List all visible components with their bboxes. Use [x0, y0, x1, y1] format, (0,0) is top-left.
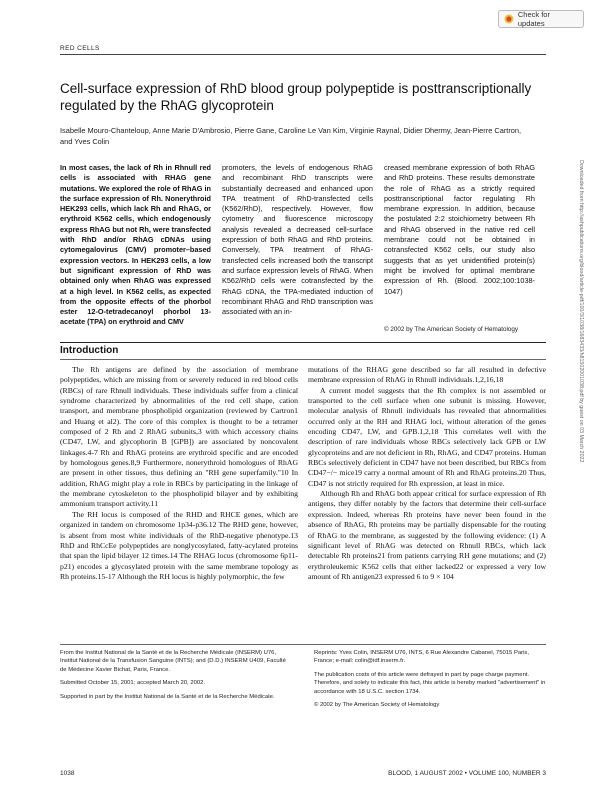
support-note: Supported in part by the Institut National de la Santé et de la Recherche Médicale.: [60, 693, 275, 700]
copyright-note: © 2002 by The American Society of Hematology: [314, 702, 440, 709]
page-number: 1038: [60, 770, 75, 777]
footnotes-right: [314, 649, 546, 714]
section-divider-thin: [60, 359, 546, 360]
check-for-updates-label: Check for updates: [517, 10, 550, 28]
body-column-right: [308, 365, 546, 582]
body-paragraph: The RH locus is composed of the RHD and RHCE genes, which are organized in tandem on chromosome 1p34-p36.12 The RHD gene, however, is absent from most white individuals of the RhD-negative phenotype.13 RhD and RhCcEe polypeptides are nonglycosylated, fatty-acylated proteins that span the lipid bilayer 12 times.14 The RHAG locus (chromosome 6p11-p21) encodes a glycosylated protein with the same membrane topology as Rh proteins.15-17 Although the RH locus is highly polymorphic, the few: [60, 509, 298, 581]
footnotes-left: [60, 649, 292, 706]
abstract-column-1: In most cases, the lack of Rh in Rhnull red cells is associated with RHAG gene mutations. We explored the role of RhAG in the surface expression of Rh. Nonerythroid HEK293 cells, which lack Rh and RhAG, or erythroid K562 cells, which endogenously express RhAG but not Rh, were transfected with RhD and/or RhAG cDNAs using cytomegalovirus (CMV) promoter–based expression vectors. In HEK293 cells, a low but significant expression of RhD was obtained only when RhAG was expressed at a high level. In K562 cells, as expected from the opposite effects of the phorbol ester 12-O-tetradecanoyl phorbol 13-acetate (TPA) on erythroid and CMV: [60, 163, 211, 327]
publication-costs-note: The publication costs of this article were defrayed in part by page charge payment. Therefore, and solely to indicate this fact, this article is hereby marked "advertisement" in accordance with 18 U.S.C. section 1734.: [314, 671, 546, 695]
check-updates-icon: [504, 14, 514, 24]
body-paragraph: A current model suggests that the Rh complex is not assembled or transported to the cell surface when one subunit is missing. However, molecular analysis of Rhnull individuals has revealed that abnormalities occurred only at the RH and RHAG loci, without alteration of the genes encoding CD47, LW, and GPB.1,2,18 This correlates well with the description of rare individuals whose RBCs selectively lack GPB or LW glycoproteins and are not deficient in Rh, RhAG, and CD47 proteins. Human RBCs selectively deficient in CD47 have not been described, but RBCs from CD47−/− mice19 carry a normal amount of Rh and RhAG proteins.20 Thus, CD47 is not strictly required for Rh expression, at least in mice.: [308, 385, 546, 488]
abstract-copyright: © 2002 by The American Society of Hematology: [384, 326, 519, 333]
footnote-divider: [60, 644, 546, 645]
body-paragraph: Although Rh and RhAG both appear critical for surface expression of Rh antigens, they differ notably by the factors that determine their cell-surface expression. Indeed, whereas Rh proteins have never been found in the absence of RhAG, Rh proteins may be partially dispensable for the routing of RhAG to the membrane, as suggested by the following evidence: (1) A significant level of RhAG was detected on Rhnull RBCs, which lack detectable Rh proteins21 from patients carrying RH gene mutations; and (2) erythroleukemic K562 cells that either lacked22 or expressed a very low amount of Rh antigen23 expressed 6 to 9 × 104: [308, 489, 546, 581]
abstract-column-3: creased membrane expression of both RhAG and RhD proteins. These results demonstrate the role of RhAG as a strictly required posttranscriptional factor regulating Rh membrane expression. In addition, because the postulated 2:2 stoichiometry between Rh and RhAG observed in the native red cell membrane could not be obtained in cotransfected K562 cells, our study also suggests that as yet unidentified protein(s) might be involved for optimal membrane expression of Rh. (Blood. 2002;100:1038-1047): [384, 163, 535, 296]
reprints-note: Reprints: Yves Colin, INSERM U76, INTS, 6 Rue Alexandre Cabanel, 75015 Paris, France; e-mail: colin@idf.inserm.fr.: [314, 650, 530, 665]
author-list: Isabelle Mouro-Chanteloup, Anne Marie D'Ambrosio, Pierre Gane, Caroline Le Van Kim, Virginie Raynal, Didier Dhermy, Jean-Pierre Cartron, and Yves Colin: [60, 126, 522, 146]
submission-note: Submitted October 15, 2001; accepted March 20, 2002.: [60, 680, 206, 687]
abstract-column-2: promoters, the levels of endogenous RhAG and recombinant RhD transcripts were substantially decreased and enhanced upon TPA treatment of RhD-transfected cells (K562/RhD), respectively. However, flow cytometry and fluorescence microscopy analysis revealed a decreased cell-surface expression of both RhAG and RhD proteins. Conversely, TPA treatment of RhAG-transfected cells increased both the transcript and surface expression levels of RhAG. When K562/RhD cells were cotransfected by the RhAG cDNA, the TPA-mediated induction of recombinant RhAG and RhD transcription was associated with an in-: [222, 163, 373, 317]
body-column-left: [60, 365, 298, 582]
check-for-updates-button[interactable]: [498, 10, 584, 28]
affiliation-note: From the Institut National de la Santé et de la Recherche Médicale (INSERM) U76, Institut National de la Transfusion Sanguine (INTS); and (D.D.) INSERM U409, Faculté de Médecine Xavier Bichat, Paris, France.: [60, 650, 286, 673]
introduction-heading: Introduction: [60, 345, 119, 356]
header-divider: [60, 54, 546, 55]
download-watermark: Downloaded from http://ashpublications.org/blood/article-pdf/100/3/1038/1683433/h81502001038.pdf by guest on 03 March 2022: [578, 160, 584, 463]
body-paragraph: mutations of the RHAG gene described so far all resulted in defective membrane expression of RhAG in Rhnull individuals.1,2,16,18: [308, 365, 546, 385]
article-title: Cell-surface expression of RhD blood group polypeptide is posttranscriptionally regulated by the RhAG glycoprotein: [60, 81, 532, 113]
body-paragraph: The Rh antigens are defined by the association of membrane polypeptides, which are missing from or severely reduced in red blood cells (RBCs) of rare Rhnull individuals. These individuals suffer from a clinical syndrome characterized by abnormalities of the red cell shape, cation transport, and membrane phospholipid organization (reviewed by Cartron1 and Huang et al2). The core of this complex is thought to be a tetramer composed of 2 Rh and 2 RhAG subunits,3 with which accessory chains (CD47, LW, and glycophorin B [GPB]) are associated by noncovalent linkages.4-7 Rh and RhAG proteins are erythroid specific and are encoded by homologous genes.8,9 Furthermore, nonerythroid homologues of RhAG are present in other tissues, thus defining an "RH gene superfamily."10 In addition, RhAG might play a role in RBCs by participating in the linkage of the membrane cytoskeleton to the phospholipid bilayer and by exhibiting ammonium transport activity.11: [60, 365, 298, 509]
journal-citation: BLOOD, 1 AUGUST 2002 • VOLUME 100, NUMBER 3: [388, 770, 546, 777]
section-divider: [60, 342, 546, 343]
section-label: RED CELLS: [60, 45, 100, 52]
